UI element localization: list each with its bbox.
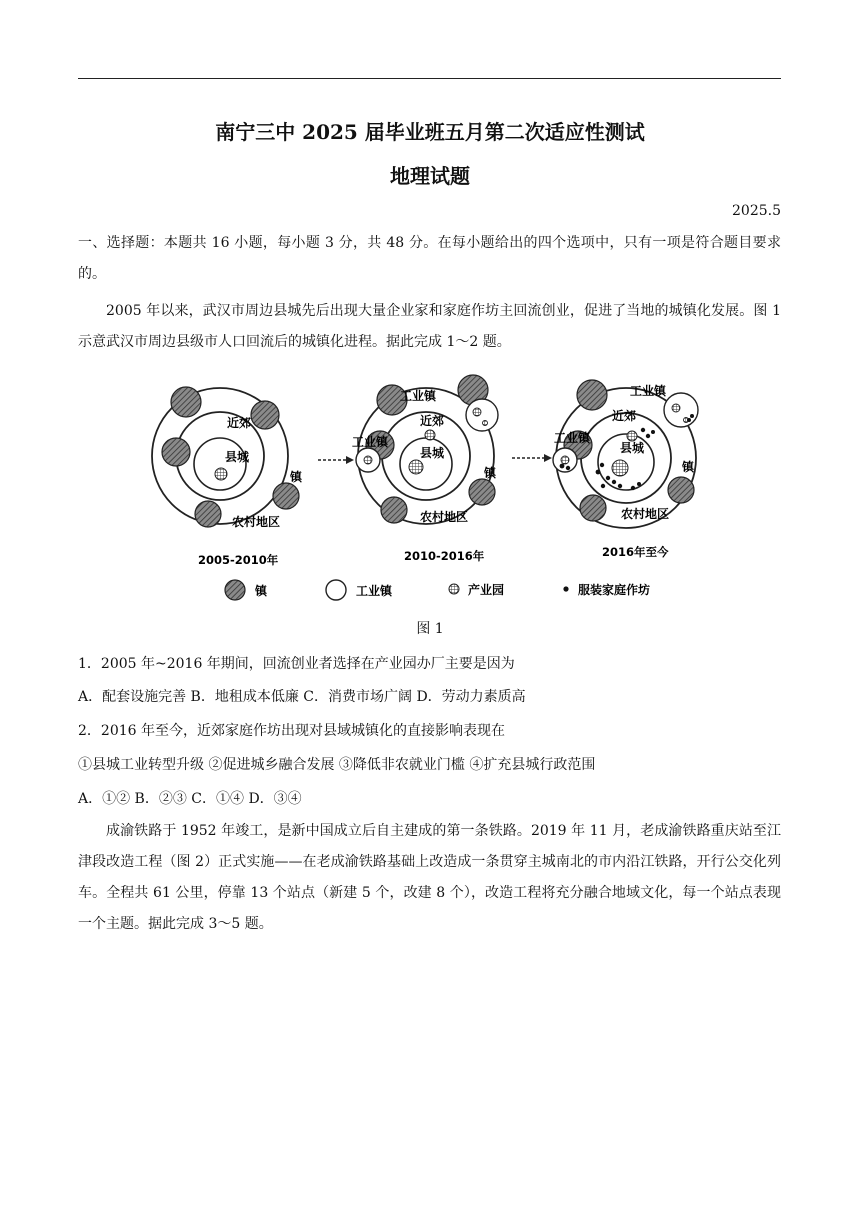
label-county-1: 县城: [225, 450, 250, 464]
label-town-3: 镇: [682, 460, 695, 474]
arrow-2: [512, 454, 552, 462]
label-industrial-town-3b: 工业镇: [554, 431, 591, 445]
figure-1-caption: 图 1: [416, 621, 444, 637]
question-2-stem: 2．2016 年至今，近郊家庭作坊出现对县域城镇化的直接影响表现在: [78, 723, 505, 739]
header-rule: [78, 78, 781, 79]
legend-industrial-town-swatch: [326, 580, 346, 600]
figure-1: [148, 370, 714, 606]
question-2-options: A．①② B．②③ C．①④ D．③④: [78, 791, 302, 807]
legend-industrial-park-swatch: [449, 584, 459, 594]
legend-town-label: 镇: [255, 584, 268, 598]
label-suburb-1: 近郊: [227, 416, 252, 430]
question-2-items: ①县城工业转型升级 ②促进城乡融合发展 ③降低非农就业门槛 ④扩充县城行政范围: [78, 757, 596, 773]
label-rural-1: 农村地区: [232, 515, 281, 529]
period-label-2: 2010-2016年: [404, 549, 485, 563]
passage-1: 2005 年以来，武汉市周边县城先后出现大量企业家和家庭作坊主回流创业，促进了当地的城镇化发展。图 1 示意武汉市周边县级市人口回流后的城镇化进程。据此完成 1～2 题。: [78, 303, 781, 350]
label-rural-2: 农村地区: [420, 510, 469, 524]
arrow-1: [318, 456, 354, 464]
section-heading: 一、选择题：本题共 16 小题，每小题 3 分，共 48 分。在每小题给出的四个选项中，只有一项是符合题目要求的。: [78, 235, 781, 282]
period-label-3: 2016年至今: [602, 545, 669, 559]
legend-workshop-label: 服装家庭作坊: [578, 583, 651, 597]
legend-workshop-swatch: [563, 586, 568, 591]
exam-title: 南宁三中 2025 届毕业班五月第二次适应性测试: [215, 120, 645, 144]
legend-town-swatch: [225, 580, 245, 600]
label-town-1: 镇: [290, 470, 303, 484]
label-county-2: 县城: [420, 446, 445, 460]
panel-2016-now: [553, 380, 698, 559]
label-industrial-town-3a: 工业镇: [630, 384, 667, 398]
exam-subtitle: 地理试题: [390, 164, 470, 188]
period-label-1: 2005-2010年: [198, 553, 279, 567]
legend-industrial-town-label: 工业镇: [356, 584, 393, 598]
panel-2005-2010: [152, 387, 303, 567]
label-industrial-town-2a: 工业镇: [400, 389, 437, 403]
label-suburb-3: 近郊: [612, 409, 637, 423]
question-1-options: A．配套设施完善 B．地租成本低廉 C．消费市场广阔 D．劳动力素质高: [78, 689, 526, 705]
figure-legend: [225, 580, 650, 600]
legend-industrial-park-label: 产业园: [468, 583, 505, 597]
label-rural-3: 农村地区: [621, 507, 670, 521]
panel-2010-2016: [352, 375, 498, 563]
passage-2: 成渝铁路于 1952 年竣工，是新中国成立后自主建成的第一条铁路。2019 年 11 月，老成渝铁路重庆站至江津段改造工程（图 2）正式实施——在老成渝铁路基础上改造成一条贯穿主城南北的市内沿江铁路，开行公交化列车。全程共 61 公里，停靠 13 个站点（新建 5 个，改建 8 个），改造工程将充分融合地域文化，每一个站点表现一个主题。据此完成 3～5 题。: [78, 823, 781, 932]
label-county-3: 县城: [620, 441, 645, 455]
label-industrial-town-2b: 工业镇: [352, 435, 389, 449]
exam-date: 2025.5: [732, 203, 781, 219]
question-1-stem: 1．2005 年~2016 年期间，回流创业者选择在产业园办厂主要是因为: [78, 656, 515, 672]
label-suburb-2: 近郊: [420, 414, 445, 428]
label-town-2: 镇: [484, 466, 497, 480]
